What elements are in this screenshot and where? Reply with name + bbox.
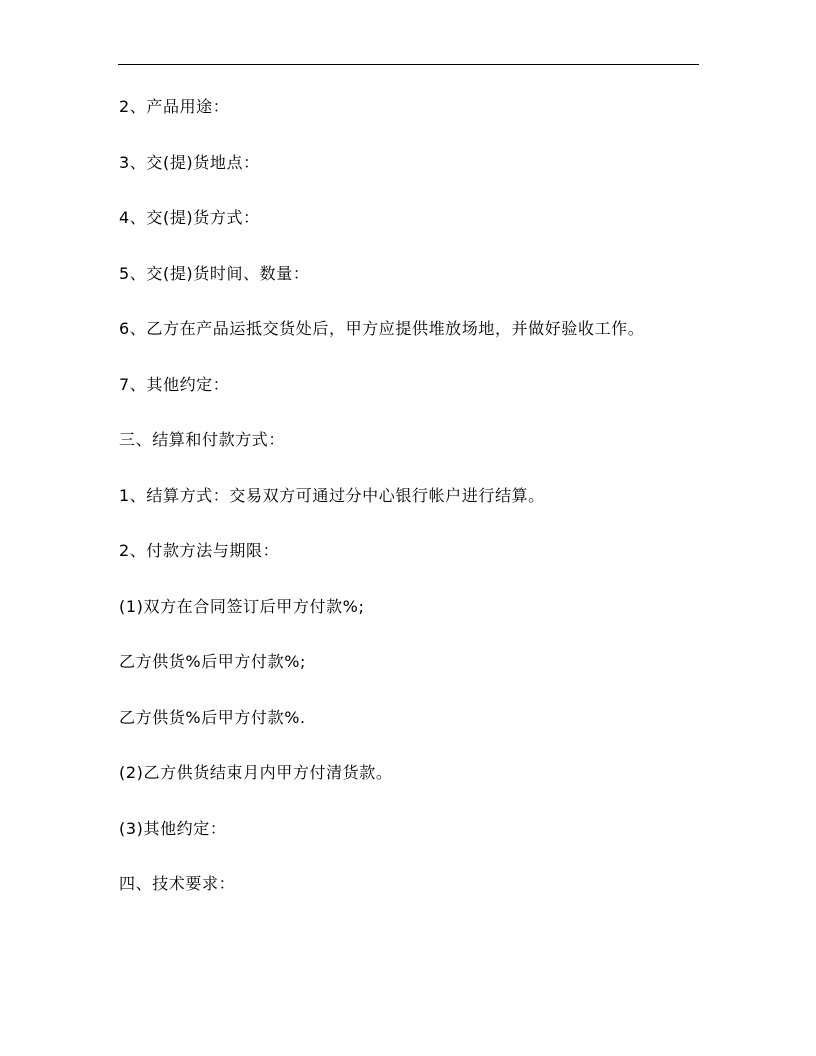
header-divider — [118, 64, 699, 65]
clause-delivery-method: 4、交(提)货方式： — [119, 208, 260, 227]
clause-acceptance: 6、乙方在产品运抵交货处后，甲方应提供堆放场地，并做好验收工作。 — [119, 319, 645, 338]
clause-settlement-method: 1、结算方式：交易双方可通过分中心银行帐户进行结算。 — [119, 485, 545, 505]
clause-payment-terms: 2、付款方法与期限： — [119, 541, 280, 560]
clause-other-terms: 7、其他约定： — [119, 374, 230, 394]
payment-item-2: (2)乙方供货结束月内甲方付清货款。 — [119, 763, 393, 782]
payment-item-1: (1)双方在合同签订后甲方付款%; — [119, 596, 365, 616]
section-heading-settlement: 三、结算和付款方式： — [119, 430, 286, 449]
clause-product-use: 2、产品用途： — [119, 97, 230, 116]
section-heading-technical: 四、技术要求： — [119, 874, 236, 893]
clause-delivery-location: 3、交(提)货地点： — [119, 152, 260, 172]
document-body — [119, 93, 709, 926]
payment-item-1-cont-a: 乙方供货%后甲方付款%; — [119, 652, 306, 671]
clause-delivery-time-quantity: 5、交(提)货时间、数量： — [119, 263, 310, 283]
payment-item-1-cont-b: 乙方供货%后甲方付款%. — [119, 707, 306, 727]
payment-item-3: (3)其他约定： — [119, 818, 227, 838]
